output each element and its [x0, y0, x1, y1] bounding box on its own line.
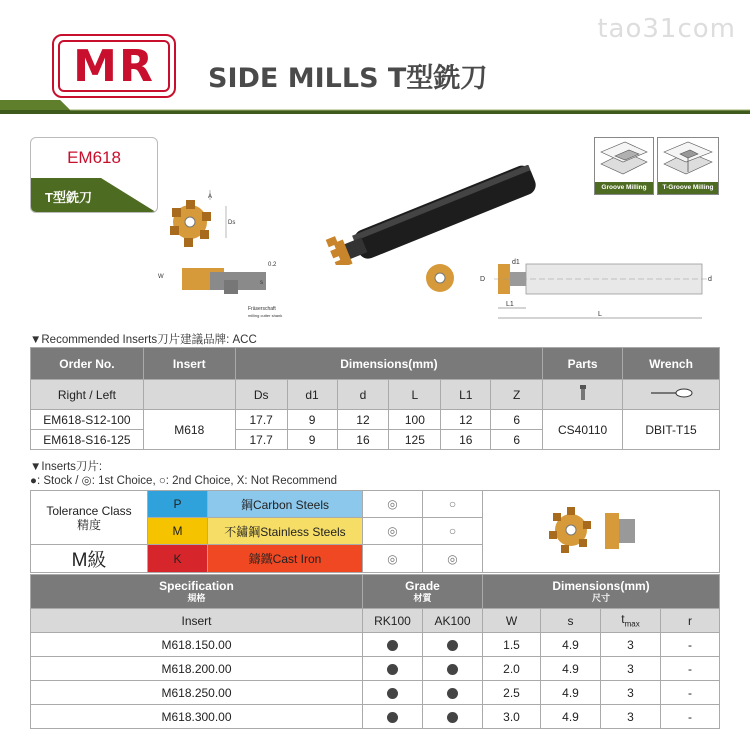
dimensions-label: Dimensions(mm) [552, 579, 650, 593]
w-value: 1.5 [483, 633, 541, 657]
application-t-groove-milling [657, 137, 719, 195]
stock-dot-icon [447, 688, 458, 699]
ak100-m: ○ [423, 518, 483, 545]
label-L: L [598, 311, 602, 318]
subcol-d: d [337, 380, 389, 410]
s-value: 4.9 [541, 633, 601, 657]
col-specification [31, 575, 363, 609]
col-wrench: Wrench [623, 348, 720, 380]
insert-value: M618 [143, 410, 235, 450]
label-d1: d1 [512, 259, 520, 266]
rk100-m: ◎ [363, 518, 423, 545]
table-row [31, 410, 720, 430]
inserts-legend-text: ●: Stock / ◎: 1st Choice, ○: 2nd Choice, X: Not Recommend [30, 475, 338, 487]
t-value: 3 [601, 681, 661, 705]
order-table [30, 347, 720, 450]
subcol-ak100: AK100 [423, 609, 483, 633]
material-stainless-steel: 不鏽鋼Stainless Steels [208, 518, 363, 545]
cutter-end-view [426, 264, 454, 292]
t-value: 3 [601, 657, 661, 681]
ak100-stock [423, 657, 483, 681]
grade-code-k: K [148, 545, 208, 573]
parts-screw-icon [543, 380, 623, 410]
tmax-sub: max [624, 619, 640, 629]
table-row [31, 705, 720, 729]
ds-value: 17.7 [235, 430, 287, 450]
order-number: EM618-S12-100 [31, 410, 144, 430]
material-carbon-steel: 鋼Carbon Steels [208, 491, 363, 518]
tolerance-class-cell [31, 491, 148, 545]
r-value: - [661, 705, 720, 729]
l-value: 100 [389, 410, 441, 430]
stock-dot-icon [447, 640, 458, 651]
insert-code: M618.250.00 [31, 681, 363, 705]
t-groove-milling-icon [658, 138, 718, 180]
insert-code: M618.150.00 [31, 633, 363, 657]
d-value: 16 [337, 430, 389, 450]
s-value: 4.9 [541, 681, 601, 705]
label-note2: milling cutter shank [248, 313, 283, 318]
col-grade [363, 575, 483, 609]
stock-dot-icon [447, 664, 458, 675]
w-value: 2.0 [483, 657, 541, 681]
insert-side-view [182, 268, 266, 294]
inserts-title: ▼Inserts刀片: [30, 461, 103, 473]
label-r: 0.2 [268, 262, 277, 268]
subcol-r: r [661, 609, 720, 633]
col-insert: Insert [143, 348, 235, 380]
w-value: 2.5 [483, 681, 541, 705]
model-tab [30, 137, 158, 213]
page-title: SIDE MILLS T型銑刀 [208, 63, 488, 94]
r-value: - [661, 633, 720, 657]
ak100-stock [423, 705, 483, 729]
t-value: 3 [601, 633, 661, 657]
col-order-no: Order No. [31, 348, 144, 380]
subcol-d1: d1 [287, 380, 337, 410]
model-code: EM618 [67, 148, 121, 167]
label-ds: Ds [228, 220, 236, 226]
wrench-icon [623, 380, 720, 410]
recommended-inserts-note: ▼Recommended Inserts刀片建議品牌: ACC [30, 334, 257, 346]
col-dimensions: Dimensions(mm) [235, 348, 542, 380]
z-value: 6 [491, 410, 543, 430]
model-name: T型銑刀 [45, 190, 92, 205]
grade-code-p: P [148, 491, 208, 518]
brand-logo [52, 34, 176, 98]
rk100-p: ◎ [363, 491, 423, 518]
w-value: 3.0 [483, 705, 541, 729]
stock-dot-icon [387, 688, 398, 699]
l1-value: 16 [441, 430, 491, 450]
insert-drawing [150, 180, 310, 330]
subcol-insert-blank [143, 380, 235, 410]
parts-value: CS40110 [543, 410, 623, 450]
d-value: 12 [337, 410, 389, 430]
groove-milling-icon [595, 138, 653, 180]
grade-code-m: M [148, 518, 208, 545]
stock-dot-icon [387, 640, 398, 651]
rk100-stock [363, 681, 423, 705]
subcol-w: W [483, 609, 541, 633]
ak100-p: ○ [423, 491, 483, 518]
tolerance-class-value: M級 [31, 545, 148, 573]
ak100-stock [423, 633, 483, 657]
ak100-stock [423, 681, 483, 705]
table-row [31, 681, 720, 705]
header-stripe [0, 100, 750, 114]
label-note1: Fräserschaft [248, 306, 276, 312]
stock-dot-icon [387, 664, 398, 675]
label-D: D [480, 276, 486, 283]
t-groove-milling-label: T-Groove Milling [658, 182, 718, 194]
grade-label-cn: 材質 [413, 593, 432, 603]
d1-value: 9 [287, 430, 337, 450]
z-value: 6 [491, 430, 543, 450]
label-w: W [158, 274, 164, 280]
ak100-k: ◎ [423, 545, 483, 573]
cutter-dimension-drawing [418, 250, 718, 330]
grade-material-table [30, 490, 720, 573]
table-row [31, 633, 720, 657]
specification-label-cn: 規格 [187, 593, 206, 603]
specification-label: Specification [159, 579, 234, 593]
dimensions-label-cn: 尺寸 [591, 593, 610, 603]
rk100-stock [363, 705, 423, 729]
subcol-rk100: RK100 [363, 609, 423, 633]
stock-dot-icon [447, 712, 458, 723]
tolerance-label-cn: 精度 [76, 517, 101, 532]
subcol-right-left: Right / Left [31, 380, 144, 410]
order-number: EM618-S16-125 [31, 430, 144, 450]
subcol-tmax [601, 609, 661, 633]
col-parts: Parts [543, 348, 623, 380]
insert-diagram [483, 491, 720, 573]
l-value: 125 [389, 430, 441, 450]
subcol-s: s [541, 609, 601, 633]
col-dimensions-insert [483, 575, 720, 609]
subcol-ds: Ds [235, 380, 287, 410]
rk100-k: ◎ [363, 545, 423, 573]
groove-milling-label: Groove Milling [595, 182, 653, 194]
rk100-stock [363, 633, 423, 657]
rk100-stock [363, 657, 423, 681]
l1-value: 12 [441, 410, 491, 430]
grade-label: Grade [405, 579, 440, 593]
label-d: d [708, 276, 712, 283]
label-s: s [260, 280, 263, 286]
subcol-l1: L1 [441, 380, 491, 410]
table-row [31, 657, 720, 681]
s-value: 4.9 [541, 657, 601, 681]
r-value: - [661, 657, 720, 681]
wrench-value: DBIT-T15 [623, 410, 720, 450]
watermark-text: tao31com [597, 14, 736, 44]
stock-dot-icon [387, 712, 398, 723]
material-cast-iron: 鑄鐵Cast Iron [208, 545, 363, 573]
insert-code: M618.200.00 [31, 657, 363, 681]
ds-value: 17.7 [235, 410, 287, 430]
insert-top-view [170, 200, 211, 247]
label-a: A [208, 194, 213, 200]
r-value: - [661, 681, 720, 705]
application-groove-milling [594, 137, 654, 195]
d1-value: 9 [287, 410, 337, 430]
label-L1: L1 [506, 301, 514, 308]
subcol-insert: Insert [31, 609, 363, 633]
insert-code: M618.300.00 [31, 705, 363, 729]
subcol-l: L [389, 380, 441, 410]
t-value: 3 [601, 705, 661, 729]
insert-spec-table [30, 574, 720, 729]
logo-text: MR [58, 40, 170, 92]
tmax-label: t [621, 612, 625, 627]
s-value: 4.9 [541, 705, 601, 729]
inserts-legend [30, 460, 337, 488]
insert-dimension-icon [521, 495, 681, 565]
subcol-z: Z [491, 380, 543, 410]
tolerance-label: Tolerance Class [46, 503, 132, 518]
